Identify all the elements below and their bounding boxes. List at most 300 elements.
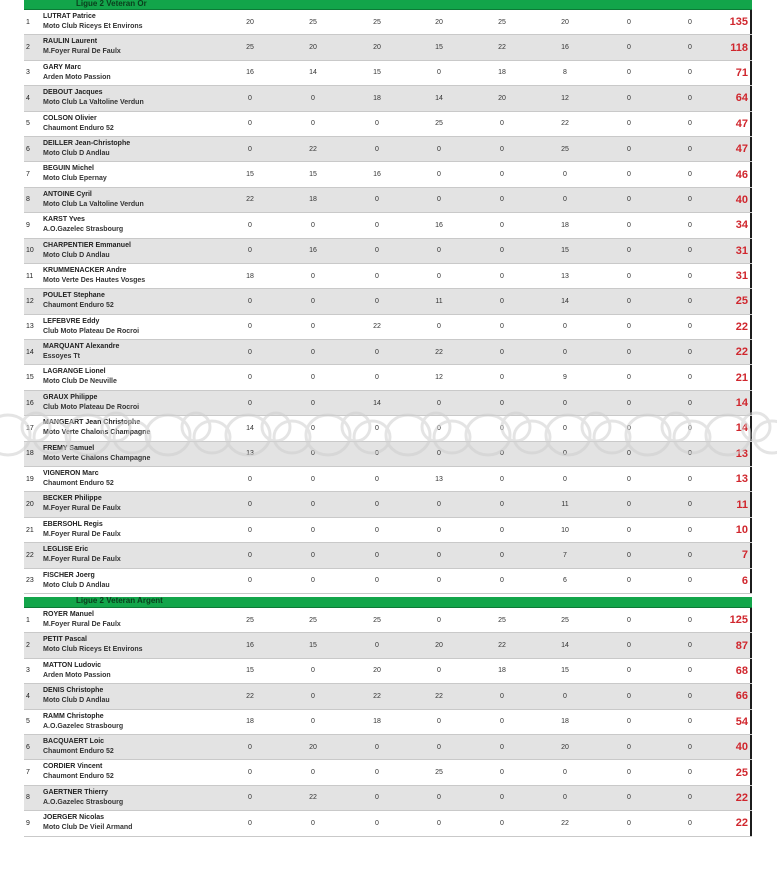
table-border bbox=[750, 518, 752, 542]
round-score-cell: 0 bbox=[311, 692, 315, 700]
total-points: 68 bbox=[735, 664, 748, 677]
rider-cell bbox=[43, 114, 114, 134]
rider-name: LUTRAT Patrice bbox=[43, 13, 96, 20]
rider-name: KRUMMENACKER Andre bbox=[43, 266, 127, 274]
round-score-cell: 0 bbox=[688, 171, 692, 179]
round-score-cell: 22 bbox=[246, 692, 254, 700]
table-border bbox=[750, 86, 752, 110]
rider-name: LEFEBVRE Eddy bbox=[43, 317, 100, 325]
round-score-cell: 22 bbox=[246, 196, 254, 204]
round-score-cell: 0 bbox=[500, 323, 504, 331]
club-name: M.Foyer Rural De Faulx bbox=[43, 556, 121, 564]
round-score-cell: 20 bbox=[373, 667, 381, 675]
total-points: 40 bbox=[735, 741, 748, 754]
round-score-cell: 0 bbox=[627, 616, 631, 624]
round-score-cell: 0 bbox=[375, 374, 379, 382]
rank-cell: 2 bbox=[26, 642, 30, 650]
rider-cell bbox=[43, 520, 121, 540]
round-score-cell: 25 bbox=[561, 145, 569, 153]
round-score-cell: 0 bbox=[375, 794, 379, 802]
table-row bbox=[24, 10, 752, 35]
round-score-cell: 0 bbox=[248, 501, 252, 509]
round-score-cell: 25 bbox=[435, 120, 443, 128]
round-score-cell: 0 bbox=[563, 323, 567, 331]
table-border bbox=[750, 735, 752, 759]
round-score-cell: 0 bbox=[627, 667, 631, 675]
round-score-cell: 0 bbox=[563, 450, 567, 458]
table-border bbox=[750, 659, 752, 683]
round-score-cell: 0 bbox=[688, 642, 692, 650]
rider-name: GRAUX Philippe bbox=[43, 393, 98, 401]
round-score-cell: 0 bbox=[248, 769, 252, 777]
table-row bbox=[24, 61, 752, 86]
round-score-cell: 22 bbox=[373, 692, 381, 700]
rank-cell: 19 bbox=[26, 475, 34, 483]
round-score-cell: 14 bbox=[309, 69, 317, 77]
round-score-cell: 0 bbox=[375, 450, 379, 458]
round-score-cell: 0 bbox=[311, 120, 315, 128]
round-score-cell: 15 bbox=[435, 44, 443, 52]
round-score-cell: 0 bbox=[688, 667, 692, 675]
round-score-cell: 10 bbox=[561, 526, 569, 534]
round-score-cell: 0 bbox=[627, 475, 631, 483]
round-score-cell: 0 bbox=[375, 348, 379, 356]
round-score-cell: 0 bbox=[375, 196, 379, 204]
rank-cell: 7 bbox=[26, 769, 30, 777]
round-score-cell: 25 bbox=[498, 18, 506, 26]
round-score-cell: 18 bbox=[561, 221, 569, 229]
round-score-cell: 18 bbox=[373, 94, 381, 102]
round-score-cell: 0 bbox=[627, 718, 631, 726]
round-score-cell: 15 bbox=[246, 667, 254, 675]
rank-cell: 8 bbox=[26, 794, 30, 802]
round-score-cell: 25 bbox=[498, 616, 506, 624]
club-name: Chaumont Enduro 52 bbox=[43, 773, 114, 781]
rider-name: DENIS Christophe bbox=[43, 687, 104, 695]
club-name: Moto Club D Andlau bbox=[43, 251, 110, 259]
round-score-cell: 0 bbox=[627, 272, 631, 280]
rank-cell: 18 bbox=[26, 450, 34, 458]
round-score-cell: 0 bbox=[627, 120, 631, 128]
club-name: Moto Club D Andlau bbox=[43, 581, 110, 589]
round-score-cell: 0 bbox=[563, 348, 567, 356]
round-score-cell: 0 bbox=[688, 348, 692, 356]
round-score-cell: 0 bbox=[375, 819, 379, 827]
table-row bbox=[24, 289, 752, 314]
round-score-cell: 0 bbox=[627, 794, 631, 802]
round-score-cell: 22 bbox=[309, 794, 317, 802]
rider-cell bbox=[43, 88, 144, 108]
round-score-cell: 0 bbox=[500, 171, 504, 179]
rider-cell bbox=[43, 215, 123, 235]
rider-cell bbox=[43, 762, 114, 782]
round-score-cell: 0 bbox=[500, 692, 504, 700]
club-name: Moto Verte Des Hautes Vosges bbox=[43, 276, 146, 284]
round-score-cell: 18 bbox=[561, 718, 569, 726]
total-points: 47 bbox=[735, 117, 748, 130]
round-score-cell: 0 bbox=[437, 196, 441, 204]
rider-cell bbox=[43, 37, 121, 57]
round-score-cell: 0 bbox=[248, 247, 252, 255]
round-score-cell: 0 bbox=[500, 551, 504, 559]
rider-name: RAULIN Laurent bbox=[43, 38, 98, 46]
round-score-cell: 0 bbox=[375, 475, 379, 483]
rank-cell: 11 bbox=[26, 272, 34, 280]
rider-name: EBERSOHL Regis bbox=[43, 520, 103, 528]
round-score-cell: 0 bbox=[688, 44, 692, 52]
total-points: 10 bbox=[735, 524, 748, 536]
club-name: M.Foyer Rural De Faulx bbox=[43, 505, 121, 513]
round-score-cell: 0 bbox=[563, 769, 567, 777]
rider-name: JOERGER Nicolas bbox=[43, 814, 105, 822]
round-score-cell: 0 bbox=[688, 616, 692, 624]
table-row bbox=[24, 340, 752, 365]
round-score-cell: 16 bbox=[246, 642, 254, 650]
rider-name: VIGNERON Marc bbox=[43, 470, 99, 478]
rank-cell: 1 bbox=[26, 18, 30, 26]
round-score-cell: 0 bbox=[627, 399, 631, 407]
rider-cell bbox=[43, 813, 132, 833]
round-score-cell: 0 bbox=[311, 297, 315, 305]
rider-name: BACQUAERT Loic bbox=[43, 737, 105, 745]
table-row bbox=[24, 137, 752, 162]
rank-cell: 20 bbox=[26, 501, 34, 509]
table-row bbox=[24, 442, 752, 467]
table-border bbox=[750, 543, 752, 567]
round-score-cell: 0 bbox=[500, 145, 504, 153]
round-score-cell: 0 bbox=[500, 399, 504, 407]
table-row bbox=[24, 710, 752, 735]
table-border bbox=[750, 315, 752, 339]
club-name: Club Moto Plateau De Rocroi bbox=[43, 327, 140, 335]
table-border bbox=[750, 391, 752, 415]
rider-name: POULET Stephane bbox=[43, 292, 105, 300]
club-name: Moto Club D Andlau bbox=[43, 149, 110, 157]
round-score-cell: 0 bbox=[627, 69, 631, 77]
round-score-cell: 25 bbox=[246, 616, 254, 624]
table-row bbox=[24, 684, 752, 709]
round-score-cell: 0 bbox=[437, 819, 441, 827]
round-score-cell: 0 bbox=[688, 718, 692, 726]
round-score-cell: 14 bbox=[246, 424, 254, 432]
total-points: 22 bbox=[735, 320, 748, 333]
round-score-cell: 0 bbox=[437, 424, 441, 432]
total-points: 14 bbox=[735, 397, 748, 410]
round-score-cell: 0 bbox=[500, 743, 504, 751]
total-points: 25 bbox=[735, 766, 748, 779]
table-border bbox=[750, 35, 752, 59]
total-points: 11 bbox=[736, 498, 748, 511]
rider-cell bbox=[43, 545, 121, 565]
table-border bbox=[750, 137, 752, 161]
round-score-cell: 0 bbox=[375, 743, 379, 751]
round-score-cell: 0 bbox=[627, 819, 631, 827]
rider-name: DEILLER Jean-Christophe bbox=[43, 139, 131, 147]
round-score-cell: 9 bbox=[563, 374, 567, 382]
club-name: M.Foyer Rural De Faulx bbox=[43, 620, 121, 628]
round-score-cell: 16 bbox=[561, 44, 569, 52]
round-score-cell: 22 bbox=[435, 348, 443, 356]
round-score-cell: 0 bbox=[627, 171, 631, 179]
round-score-cell: 22 bbox=[435, 692, 443, 700]
round-score-cell: 0 bbox=[311, 450, 315, 458]
table-border bbox=[750, 239, 752, 263]
rider-name: LEGLISE Eric bbox=[43, 546, 89, 554]
round-score-cell: 0 bbox=[627, 424, 631, 432]
round-score-cell: 0 bbox=[311, 399, 315, 407]
round-score-cell: 0 bbox=[311, 348, 315, 356]
round-score-cell: 0 bbox=[437, 718, 441, 726]
round-score-cell: 0 bbox=[688, 501, 692, 509]
club-name: Moto Club Riceys Et Environs bbox=[43, 23, 143, 30]
table-row bbox=[24, 365, 752, 390]
round-score-cell: 0 bbox=[375, 424, 379, 432]
round-score-cell: 0 bbox=[500, 348, 504, 356]
round-score-cell: 0 bbox=[248, 374, 252, 382]
table-row bbox=[24, 416, 752, 441]
round-score-cell: 0 bbox=[248, 94, 252, 102]
round-score-cell: 0 bbox=[688, 18, 692, 26]
club-name: Essoyes Tt bbox=[43, 353, 80, 361]
round-score-cell: 20 bbox=[435, 642, 443, 650]
round-score-cell: 0 bbox=[437, 247, 441, 255]
rider-cell bbox=[43, 393, 139, 413]
rider-name: RAMM Christophe bbox=[43, 712, 104, 720]
round-score-cell: 0 bbox=[375, 120, 379, 128]
round-score-cell: 0 bbox=[627, 642, 631, 650]
club-name: Chaumont Enduro 52 bbox=[43, 302, 114, 310]
round-score-cell: 0 bbox=[563, 794, 567, 802]
club-name: M.Foyer Rural De Faulx bbox=[43, 48, 121, 56]
round-score-cell: 22 bbox=[561, 819, 569, 827]
round-score-cell: 0 bbox=[688, 769, 692, 777]
rank-cell: 13 bbox=[26, 323, 34, 331]
rider-cell bbox=[43, 661, 111, 681]
rider-cell bbox=[43, 788, 123, 808]
round-score-cell: 15 bbox=[561, 667, 569, 675]
total-points: 34 bbox=[735, 219, 748, 232]
round-score-cell: 12 bbox=[435, 374, 443, 382]
total-points: 13 bbox=[735, 473, 748, 486]
rider-name: FISCHER Joerg bbox=[43, 571, 95, 579]
rider-cell bbox=[43, 494, 121, 514]
standings-sheet bbox=[24, 0, 752, 837]
round-score-cell: 22 bbox=[309, 145, 317, 153]
round-score-cell: 22 bbox=[498, 44, 506, 52]
table-border bbox=[750, 416, 752, 440]
rank-cell: 21 bbox=[26, 526, 34, 534]
round-score-cell: 0 bbox=[248, 221, 252, 229]
rider-cell bbox=[43, 469, 114, 489]
rider-name: KARST Yves bbox=[43, 216, 85, 224]
total-points: 14 bbox=[735, 422, 748, 435]
table-row bbox=[24, 633, 752, 658]
table-border bbox=[750, 684, 752, 708]
round-score-cell: 0 bbox=[311, 323, 315, 331]
round-score-cell: 0 bbox=[500, 196, 504, 204]
round-score-cell: 0 bbox=[688, 692, 692, 700]
table-row bbox=[24, 760, 752, 785]
rider-name: GARY Marc bbox=[43, 63, 82, 71]
table-border bbox=[750, 710, 752, 734]
table-border bbox=[750, 492, 752, 516]
rank-cell: 3 bbox=[26, 667, 30, 675]
round-score-cell: 0 bbox=[248, 348, 252, 356]
round-score-cell: 0 bbox=[627, 374, 631, 382]
rider-cell bbox=[43, 737, 114, 757]
rider-name: GAERTNER Thierry bbox=[43, 788, 108, 796]
round-score-cell: 0 bbox=[627, 551, 631, 559]
table-border bbox=[750, 340, 752, 364]
round-score-cell: 18 bbox=[246, 718, 254, 726]
table-border bbox=[750, 264, 752, 288]
rank-cell: 8 bbox=[26, 196, 30, 204]
rank-cell: 6 bbox=[26, 145, 30, 153]
table-border bbox=[750, 811, 752, 835]
round-score-cell: 0 bbox=[500, 272, 504, 280]
rider-name: LAGRANGE Lionel bbox=[43, 368, 106, 376]
club-name: Moto Verte Chalons Champagne bbox=[43, 454, 151, 462]
round-score-cell: 0 bbox=[688, 120, 692, 128]
round-score-cell: 0 bbox=[627, 44, 631, 52]
rank-cell: 6 bbox=[26, 743, 30, 751]
rider-name: MATTON Ludovic bbox=[43, 661, 102, 669]
round-score-cell: 0 bbox=[437, 526, 441, 534]
round-score-cell: 0 bbox=[375, 297, 379, 305]
club-name: Moto Club D Andlau bbox=[43, 697, 110, 705]
round-score-cell: 0 bbox=[688, 297, 692, 305]
club-name: Chaumont Enduro 52 bbox=[43, 747, 114, 755]
round-score-cell: 0 bbox=[248, 794, 252, 802]
rider-cell bbox=[43, 139, 130, 159]
rider-cell bbox=[43, 635, 143, 655]
round-score-cell: 0 bbox=[437, 399, 441, 407]
round-score-cell: 0 bbox=[500, 475, 504, 483]
round-score-cell: 15 bbox=[309, 642, 317, 650]
section-title: Ligue 2 Veteran Argent bbox=[76, 595, 163, 605]
rank-cell: 10 bbox=[26, 247, 34, 255]
round-score-cell: 25 bbox=[561, 616, 569, 624]
round-score-cell: 0 bbox=[500, 794, 504, 802]
round-score-cell: 0 bbox=[627, 145, 631, 153]
table-border bbox=[750, 10, 752, 34]
round-score-cell: 0 bbox=[437, 577, 441, 585]
rider-name: MANGEART Jean Christophe bbox=[43, 419, 141, 427]
round-score-cell: 0 bbox=[688, 551, 692, 559]
round-score-cell: 0 bbox=[248, 743, 252, 751]
round-score-cell: 0 bbox=[248, 120, 252, 128]
round-score-cell: 0 bbox=[437, 551, 441, 559]
club-name: Arden Moto Passion bbox=[43, 73, 111, 81]
round-score-cell: 0 bbox=[627, 221, 631, 229]
round-score-cell: 0 bbox=[500, 247, 504, 255]
table-border bbox=[750, 633, 752, 657]
total-points: 47 bbox=[735, 143, 748, 156]
rider-cell bbox=[43, 63, 111, 83]
round-score-cell: 0 bbox=[375, 272, 379, 280]
club-name: A.O.Gazelec Strasbourg bbox=[43, 722, 124, 730]
rider-name: FREMY Samuel bbox=[43, 444, 95, 452]
round-score-cell: 0 bbox=[500, 526, 504, 534]
rank-cell: 14 bbox=[26, 348, 34, 356]
round-score-cell: 0 bbox=[688, 196, 692, 204]
round-score-cell: 0 bbox=[437, 145, 441, 153]
round-score-cell: 14 bbox=[561, 297, 569, 305]
rank-cell: 4 bbox=[26, 692, 30, 700]
table-border bbox=[750, 112, 752, 136]
total-points: 118 bbox=[730, 41, 748, 54]
total-points: 22 bbox=[735, 346, 748, 359]
round-score-cell: 0 bbox=[500, 718, 504, 726]
rider-name: DEBOUT Jacques bbox=[43, 89, 103, 97]
table-border bbox=[750, 365, 752, 389]
rider-name: BEGUIN Michel bbox=[43, 165, 94, 173]
rank-cell: 1 bbox=[26, 616, 30, 624]
round-score-cell: 0 bbox=[688, 145, 692, 153]
rank-cell: 16 bbox=[26, 399, 34, 407]
round-score-cell: 11 bbox=[561, 501, 569, 509]
round-score-cell: 0 bbox=[500, 221, 504, 229]
round-score-cell: 0 bbox=[500, 120, 504, 128]
round-score-cell: 13 bbox=[246, 450, 254, 458]
round-score-cell: 0 bbox=[688, 399, 692, 407]
club-name: Arden Moto Passion bbox=[43, 671, 111, 679]
round-score-cell: 14 bbox=[561, 642, 569, 650]
round-score-cell: 0 bbox=[688, 424, 692, 432]
round-score-cell: 0 bbox=[375, 551, 379, 559]
rank-cell: 9 bbox=[26, 819, 30, 827]
round-score-cell: 20 bbox=[561, 18, 569, 26]
round-score-cell: 0 bbox=[375, 577, 379, 585]
round-score-cell: 0 bbox=[437, 272, 441, 280]
round-score-cell: 0 bbox=[563, 171, 567, 179]
round-score-cell: 0 bbox=[311, 424, 315, 432]
round-score-cell: 0 bbox=[627, 501, 631, 509]
club-name: Moto Club De Vieil Armand bbox=[43, 824, 133, 832]
rider-cell bbox=[43, 266, 145, 286]
round-score-cell: 0 bbox=[688, 374, 692, 382]
round-score-cell: 0 bbox=[437, 323, 441, 331]
club-name: Moto Verte Chalons Champagne bbox=[43, 429, 151, 437]
rank-cell: 4 bbox=[26, 94, 30, 102]
round-score-cell: 0 bbox=[248, 526, 252, 534]
round-score-cell: 0 bbox=[248, 551, 252, 559]
round-score-cell: 7 bbox=[563, 551, 567, 559]
round-score-cell: 0 bbox=[688, 819, 692, 827]
round-score-cell: 18 bbox=[498, 69, 506, 77]
round-score-cell: 0 bbox=[311, 272, 315, 280]
round-score-cell: 0 bbox=[311, 526, 315, 534]
round-score-cell: 0 bbox=[500, 297, 504, 305]
table-row bbox=[24, 162, 752, 187]
round-score-cell: 0 bbox=[311, 718, 315, 726]
round-score-cell: 0 bbox=[437, 501, 441, 509]
table-border bbox=[750, 569, 752, 593]
rank-cell: 22 bbox=[26, 551, 34, 559]
table-border bbox=[750, 162, 752, 186]
rider-name: COLSON Olivier bbox=[43, 114, 97, 122]
round-score-cell: 16 bbox=[373, 171, 381, 179]
total-points: 31 bbox=[735, 244, 748, 257]
total-points: 25 bbox=[735, 295, 748, 308]
round-score-cell: 15 bbox=[561, 247, 569, 255]
round-score-cell: 0 bbox=[375, 221, 379, 229]
rank-cell: 15 bbox=[26, 374, 34, 382]
round-score-cell: 22 bbox=[498, 642, 506, 650]
round-score-cell: 0 bbox=[688, 743, 692, 751]
total-points: 46 bbox=[735, 168, 748, 181]
table-row bbox=[24, 735, 752, 760]
